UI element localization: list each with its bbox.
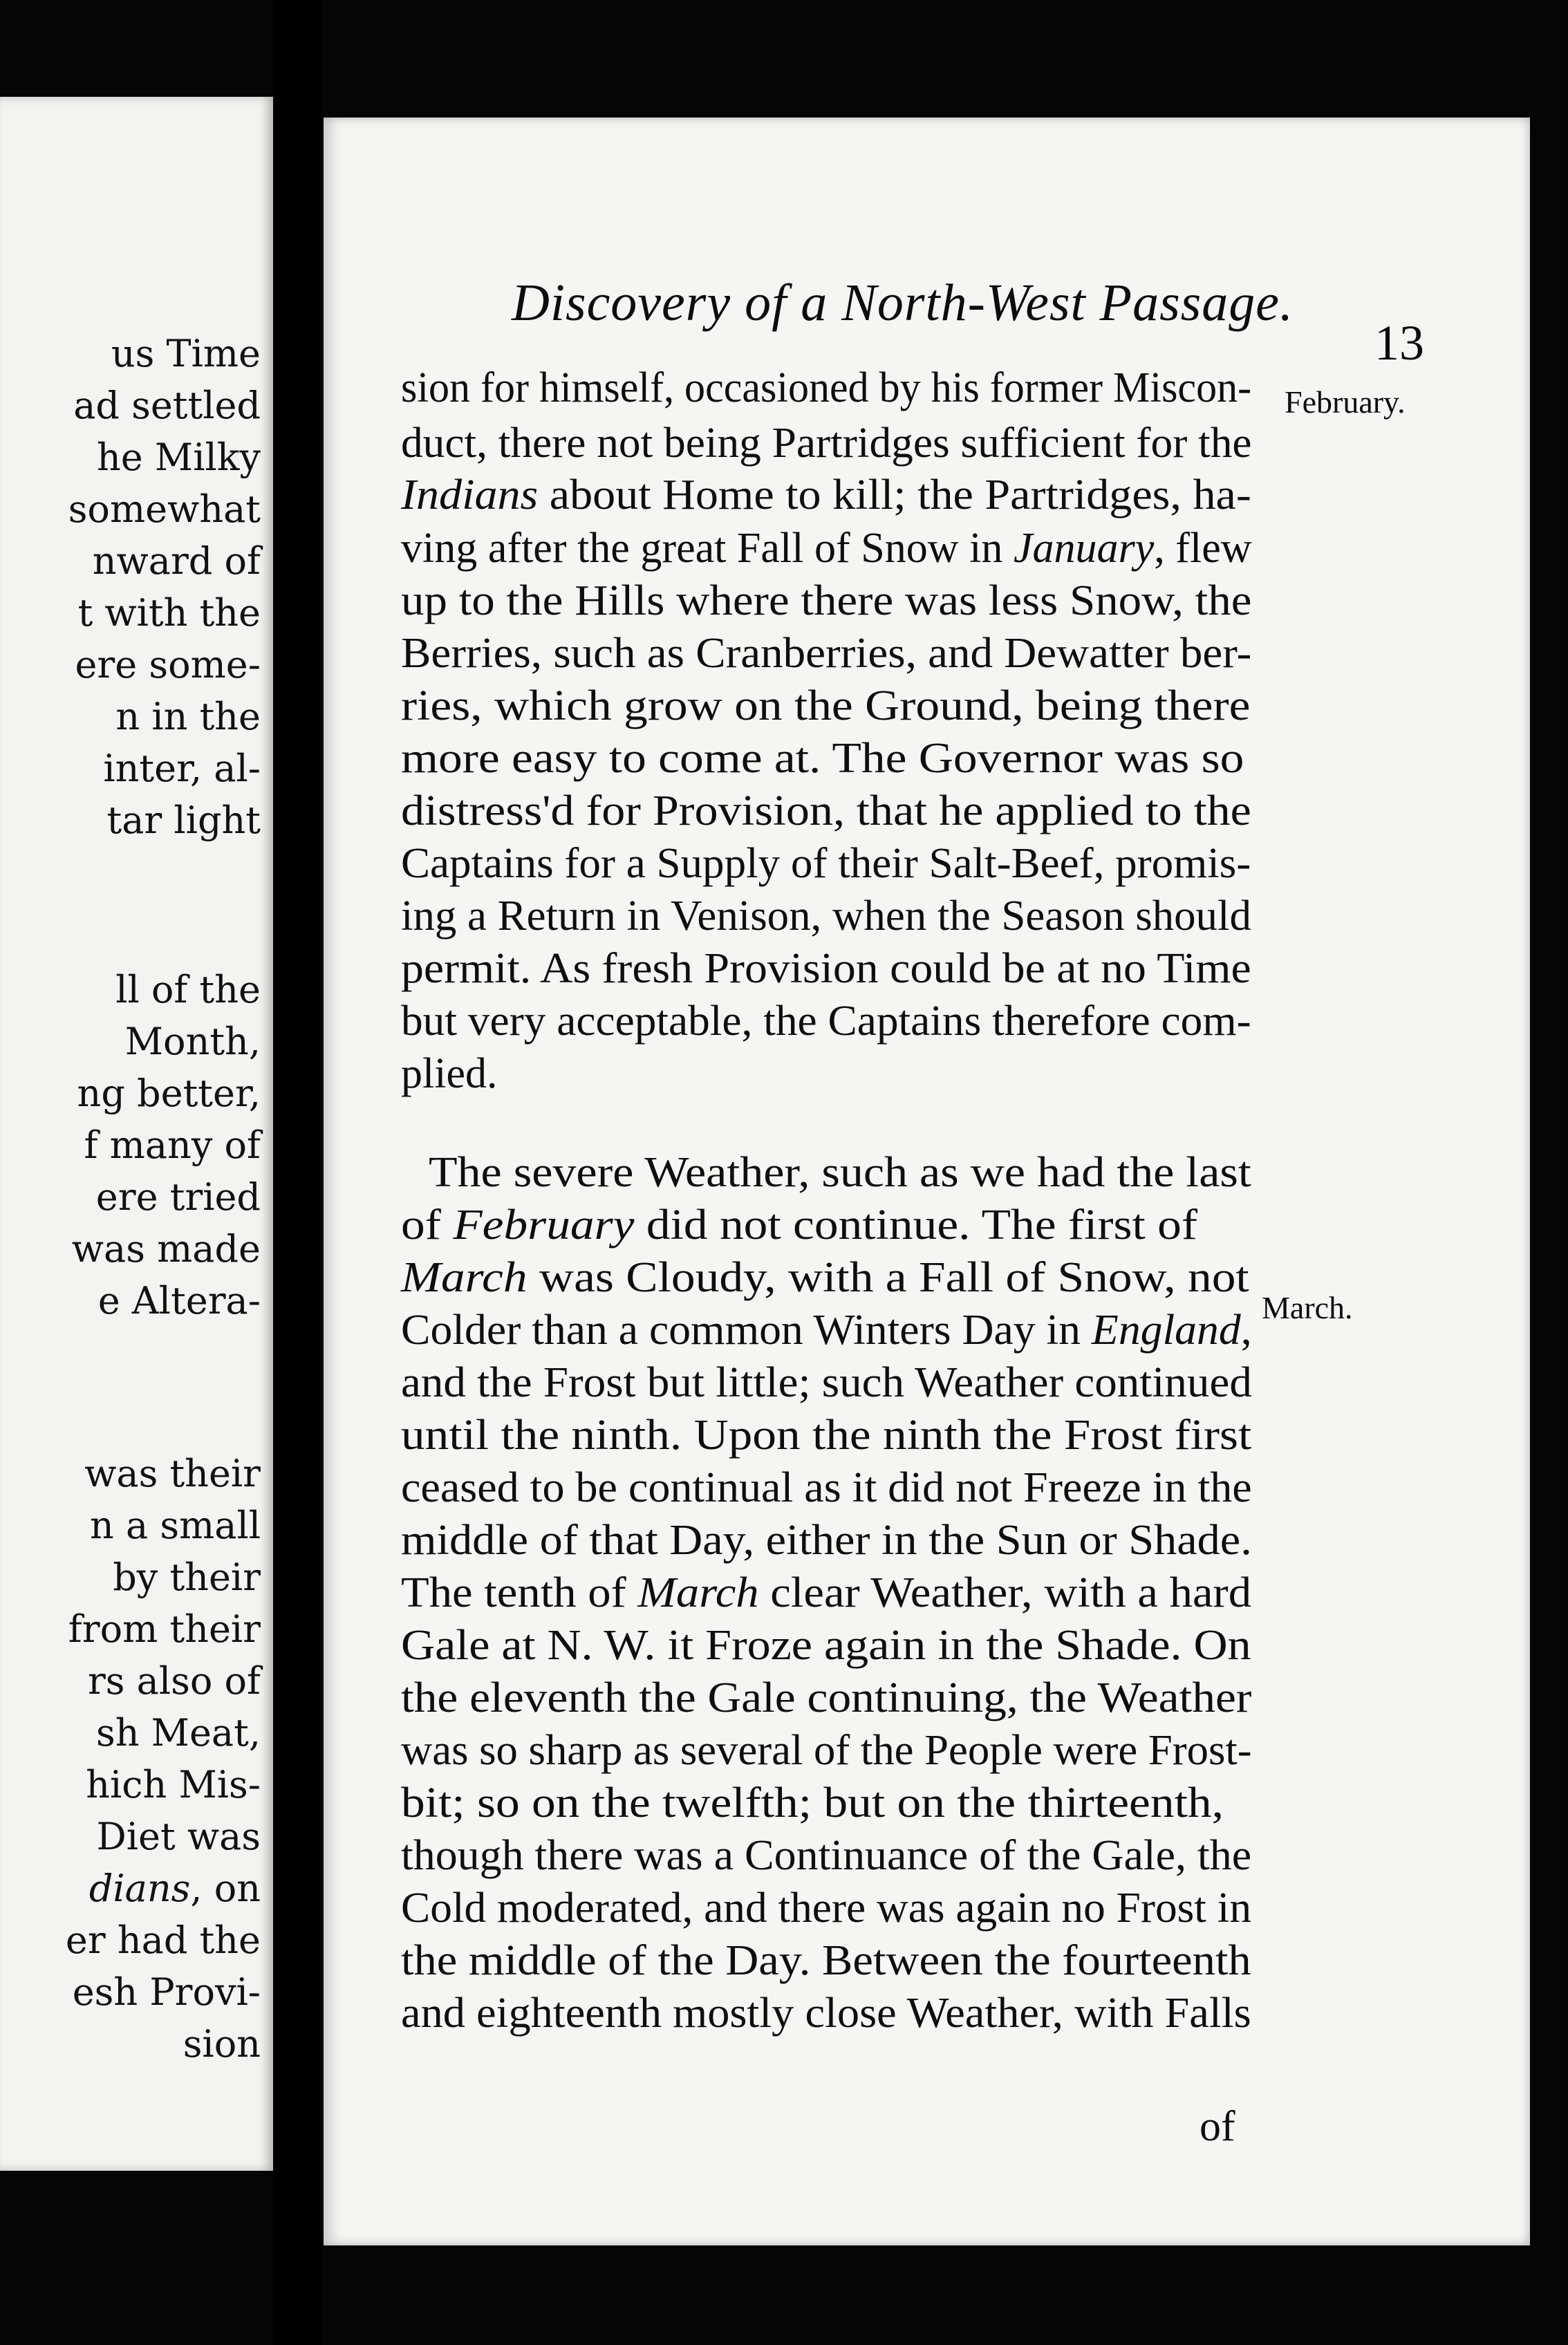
body-line: ing a Return in Venison, when the Season should	[401, 893, 1251, 940]
body-line: Berries, such as Cranberries, and Dewatter ber-	[401, 630, 1252, 677]
left-page-line: was their	[84, 1452, 261, 1495]
left-page-line: inter, al-	[103, 747, 261, 790]
left-page-line: from their	[68, 1607, 261, 1651]
body-line: Captains for a Supply of their Salt-Beef, promis-	[401, 840, 1251, 887]
left-page-line: sh Meat,	[96, 1711, 261, 1755]
left-page-line: somewhat	[68, 487, 261, 531]
margin-note-february: February.	[1285, 384, 1406, 420]
body-line: March was Cloudy, with a Fall of Snow, not	[401, 1254, 1249, 1301]
left-page-line: t with the	[77, 591, 261, 635]
left-page-line: n in the	[115, 695, 261, 738]
page-number: 13	[1374, 315, 1424, 371]
left-page-line: er had the	[65, 1918, 261, 1962]
left-page-line: ng better,	[77, 1072, 261, 1115]
body-line: permit. As fresh Provision could be at no Time	[401, 945, 1251, 992]
body-line: the eleventh the Gale continuing, the Weather	[401, 1674, 1252, 1721]
body-line: sion for himself, occasioned by his former Miscon-	[401, 364, 1252, 411]
body-line: more easy to come at. The Governor was so	[401, 735, 1244, 782]
book-gutter	[273, 0, 321, 2345]
left-page-line: he Milky	[97, 436, 261, 479]
left-page-line: hich Mis-	[86, 1763, 261, 1806]
body-line: ving after the great Fall of Snow in January, flew	[401, 525, 1252, 572]
running-head: Discovery of a North-West Passage.	[512, 274, 1294, 332]
catchword: of	[1200, 2103, 1235, 2150]
margin-note-march: March.	[1262, 1290, 1353, 1325]
body-line: The tenth of March clear Weather, with a hard	[401, 1569, 1252, 1616]
left-page-line: ere some-	[75, 643, 261, 686]
body-line: until the ninth. Upon the ninth the Frost first	[401, 1412, 1252, 1459]
body-line: Gale at N. W. it Froze again in the Shade. On	[401, 1622, 1251, 1669]
left-page-line: e Altera-	[97, 1279, 261, 1323]
left-page-line: was made	[71, 1227, 261, 1271]
left-page-line: n a small	[90, 1504, 261, 1547]
body-line: Colder than a common Winters Day in England,	[401, 1307, 1252, 1354]
left-page-line: nward of	[92, 539, 261, 583]
left-page-line: ere tried	[95, 1175, 261, 1219]
body-line: of February did not continue. The first of	[401, 1202, 1197, 1249]
left-page-line: esh Provi-	[72, 1970, 261, 2014]
left-page-line: dians, on	[88, 1867, 261, 1910]
left-page-line: ll of the	[115, 968, 261, 1011]
body-line: but very acceptable, the Captains therefore com-	[401, 998, 1251, 1045]
body-line: and the Frost but little; such Weather continued	[401, 1359, 1252, 1406]
body-line: up to the Hills where there was less Snow, the	[401, 577, 1252, 624]
left-page-line: us Time	[111, 332, 261, 375]
body-line: Indians about Home to kill; the Partridges, ha-	[401, 471, 1251, 518]
body-line: and eighteenth mostly close Weather, with Falls	[401, 1990, 1251, 2037]
body-line: The severe Weather, such as we had the last	[429, 1149, 1251, 1196]
body-line: duct, there not being Partridges sufficient for the	[401, 420, 1252, 467]
left-page-line: ad settled	[73, 384, 261, 427]
body-line: distress'd for Provision, that he applied to the	[401, 787, 1251, 834]
left-page-line: Month,	[124, 1020, 261, 1063]
left-page-line: Diet was	[96, 1815, 261, 1858]
body-line: ceased to be continual as it did not Freeze in the	[401, 1464, 1252, 1511]
left-facing-page	[0, 97, 273, 2171]
body-line: middle of that Day, either in the Sun or Shade.	[401, 1517, 1252, 1564]
left-page-line: tar light	[106, 798, 261, 842]
body-line: bit; so on the twelfth; but on the thirteenth,	[401, 1779, 1224, 1827]
left-page-line: f many of	[84, 1123, 261, 1167]
body-line: plied.	[401, 1050, 498, 1097]
body-line: though there was a Continuance of the Gale, the	[401, 1832, 1252, 1879]
body-line: ries, which grow on the Ground, being there	[401, 682, 1251, 729]
body-line: was so sharp as several of the People were Frost-	[401, 1727, 1252, 1774]
left-page-line: by their	[113, 1555, 261, 1599]
body-line: Cold moderated, and there was again no Frost in	[401, 1885, 1252, 1932]
body-line: the middle of the Day. Between the fourteenth	[401, 1937, 1251, 1984]
left-page-line: rs also of	[87, 1659, 261, 1703]
left-page-line: sion	[183, 2022, 261, 2066]
